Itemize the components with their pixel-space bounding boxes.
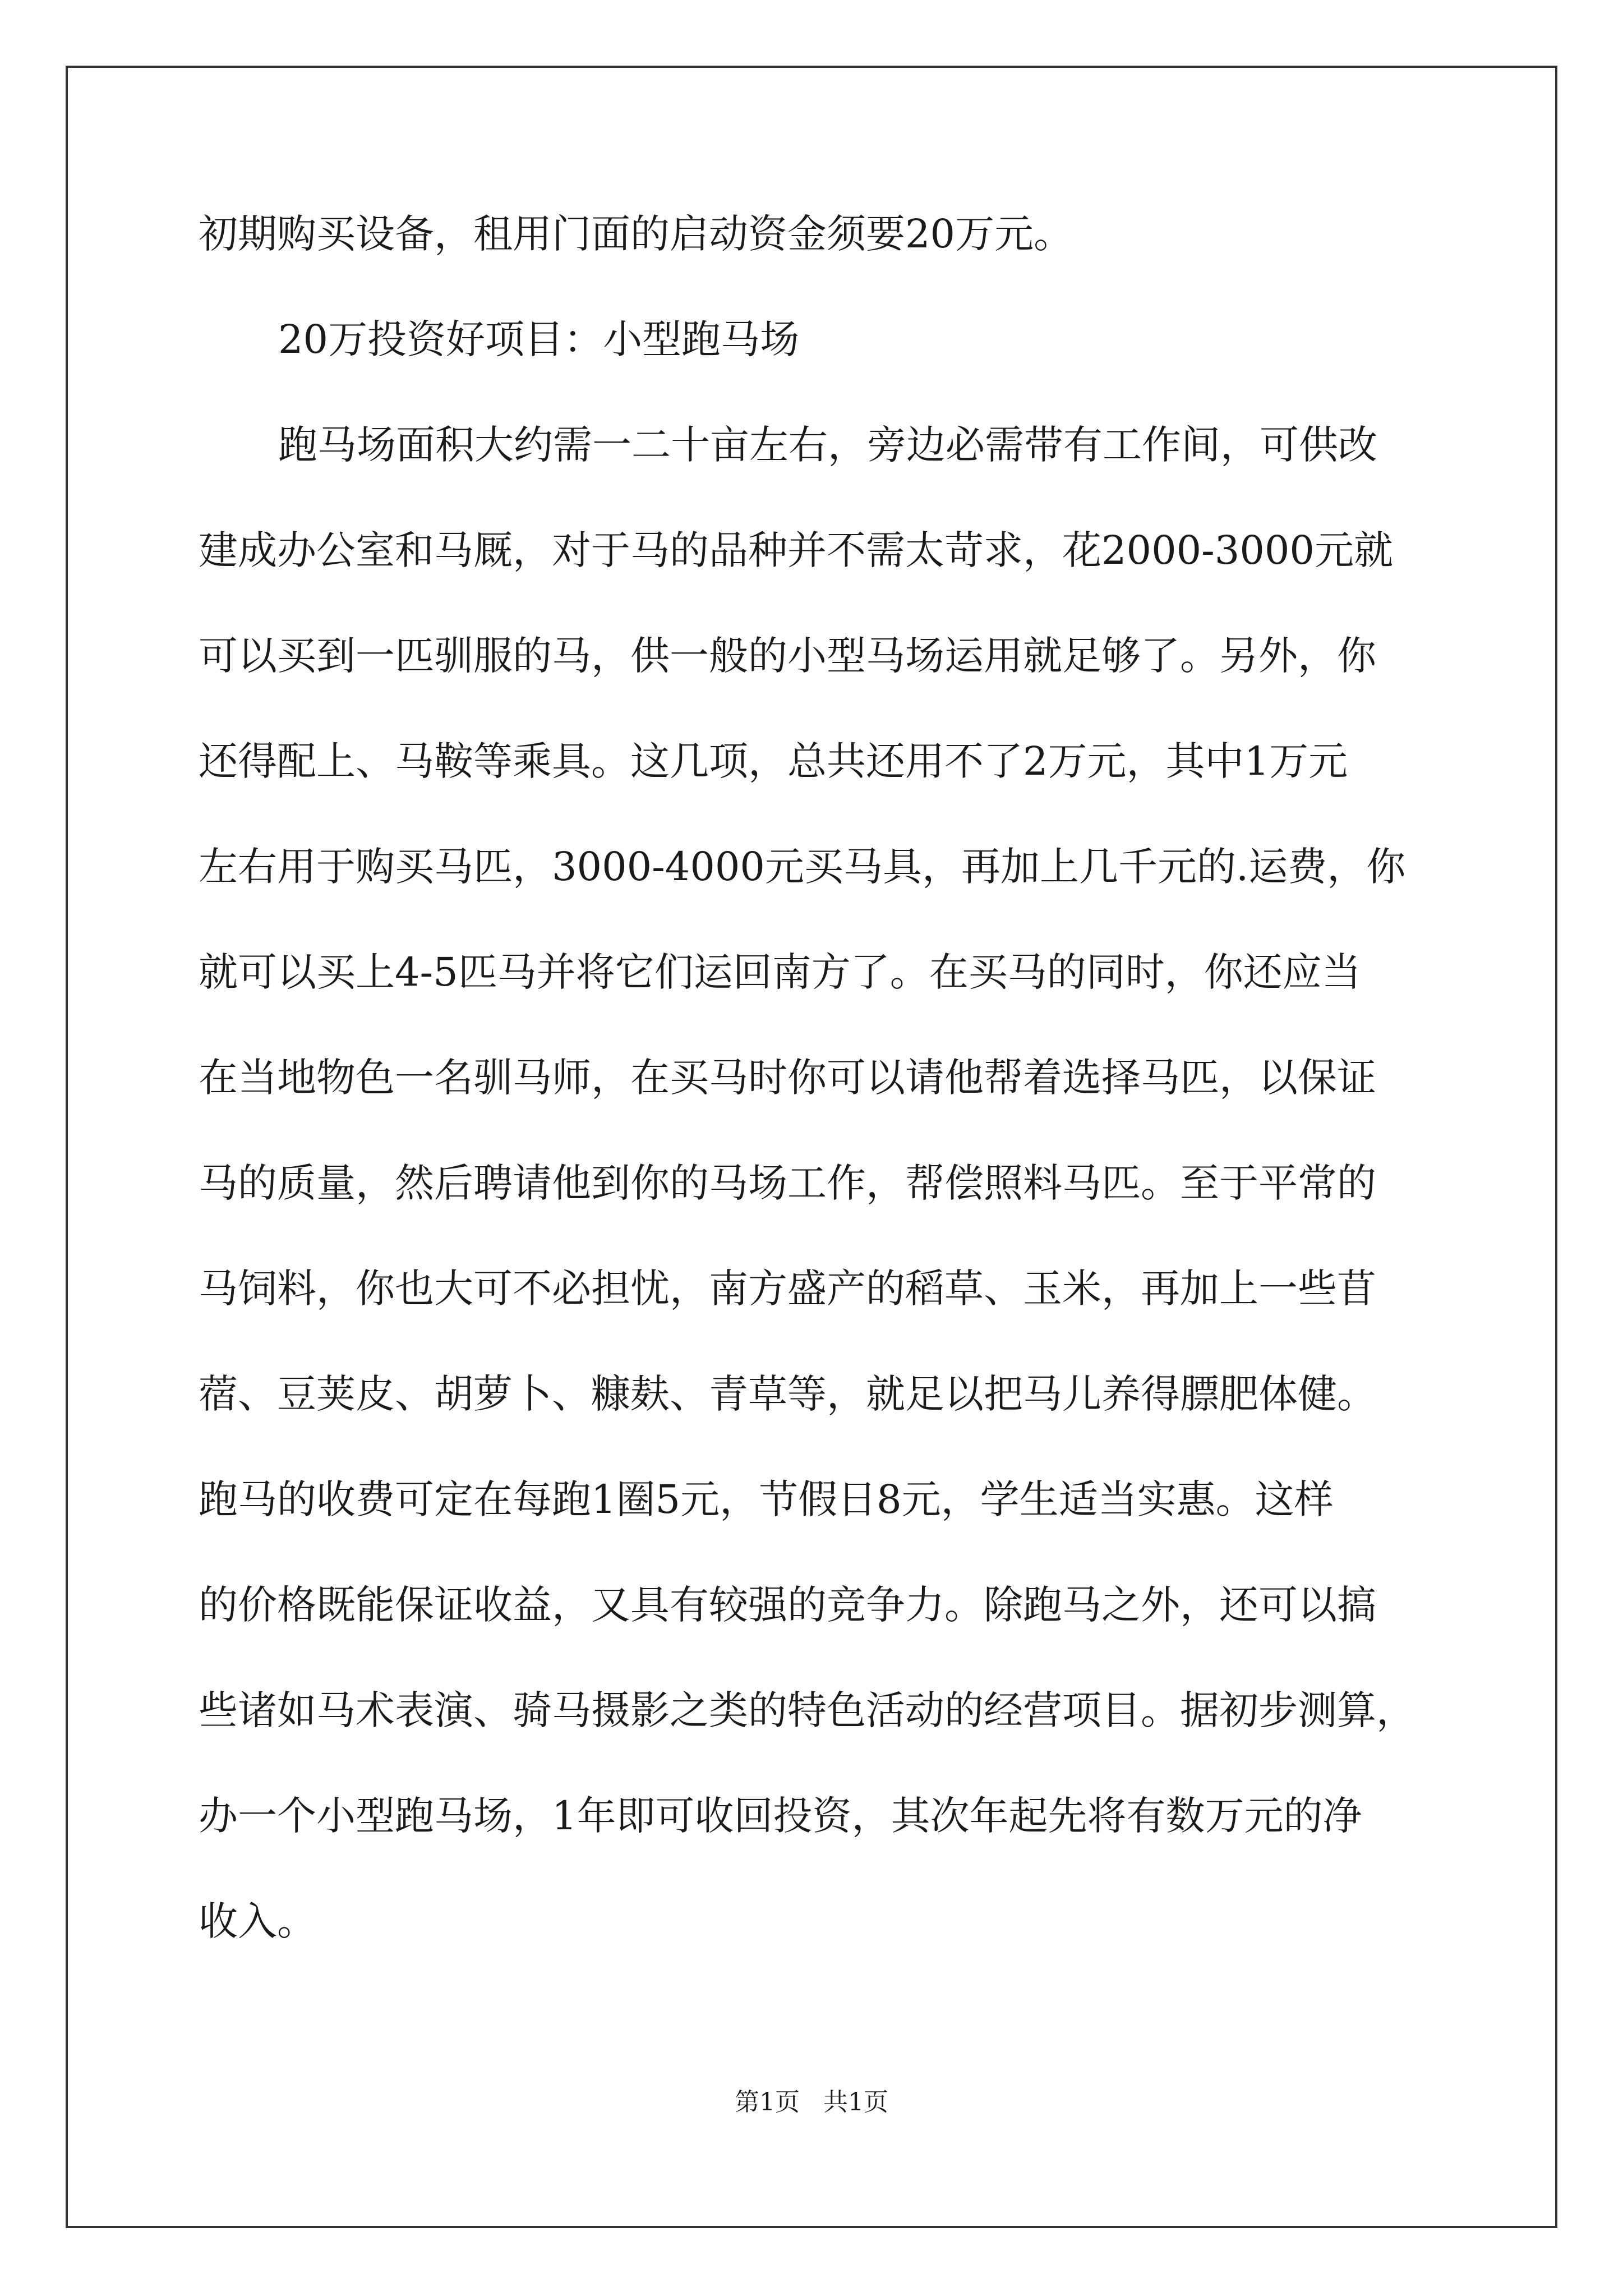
- text-line: 马饲料，你也大可不必担忧，南方盛产的稻草、玉米，再加上一些苜: [199, 1266, 1376, 1312]
- text-line: 在当地物色一名驯马师，在买马时你可以请他帮着选择马匹，以保证: [199, 1055, 1376, 1101]
- text-line: 跑马场面积大约需一二十亩左右，旁边必需带有工作间，可供改: [278, 422, 1377, 468]
- document-body: [199, 208, 1430, 2000]
- text-line: 初期购买设备，租用门面的启动资金须要20万元。: [199, 211, 1073, 257]
- text-line: 蓿、豆荚皮、胡萝卜、糠麸、青草等，就足以把马儿养得膘肥体健。: [199, 1371, 1376, 1417]
- text-line: 些诸如马术表演、骑马摄影之类的特色活动的经营项目。据初步测算，: [199, 1687, 1415, 1733]
- page-number: 第1页: [735, 2088, 800, 2116]
- text-line: 左右用于购买马匹，3000-4000元买马具，再加上几千元的.运费，你: [199, 844, 1406, 890]
- text-line: 收入。: [199, 1898, 316, 1944]
- text-line: 就可以买上4-5匹马并将它们运回南方了。在买马的同时，你还应当: [199, 949, 1361, 995]
- page-total: 共1页: [823, 2088, 888, 2116]
- text-line: 可以买到一匹驯服的马，供一般的小型马场运用就足够了。另外，你: [199, 633, 1376, 679]
- page-footer: [0, 2086, 1623, 2119]
- text-line: 还得配上、马鞍等乘具。这几项，总共还用不了2万元，其中1万元: [199, 738, 1348, 784]
- text-line: 跑马的收费可定在每跑1圈5元，节假日8元，学生适当实惠。这样: [199, 1476, 1334, 1522]
- text-line: 办一个小型跑马场，1年即可收回投资，其次年起先将有数万元的净: [199, 1793, 1362, 1839]
- text-line: 马的质量，然后聘请他到你的马场工作，帮偿照料马匹。至于平常的: [199, 1160, 1376, 1206]
- text-line: 的价格既能保证收益，又具有较强的竞争力。除跑马之外，还可以搞: [199, 1582, 1376, 1628]
- text-line: 建成办公室和马厩，对于马的品种并不需太苛求，花2000-3000元就: [199, 527, 1393, 573]
- section-heading: 20万投资好项目：小型跑马场: [278, 316, 800, 362]
